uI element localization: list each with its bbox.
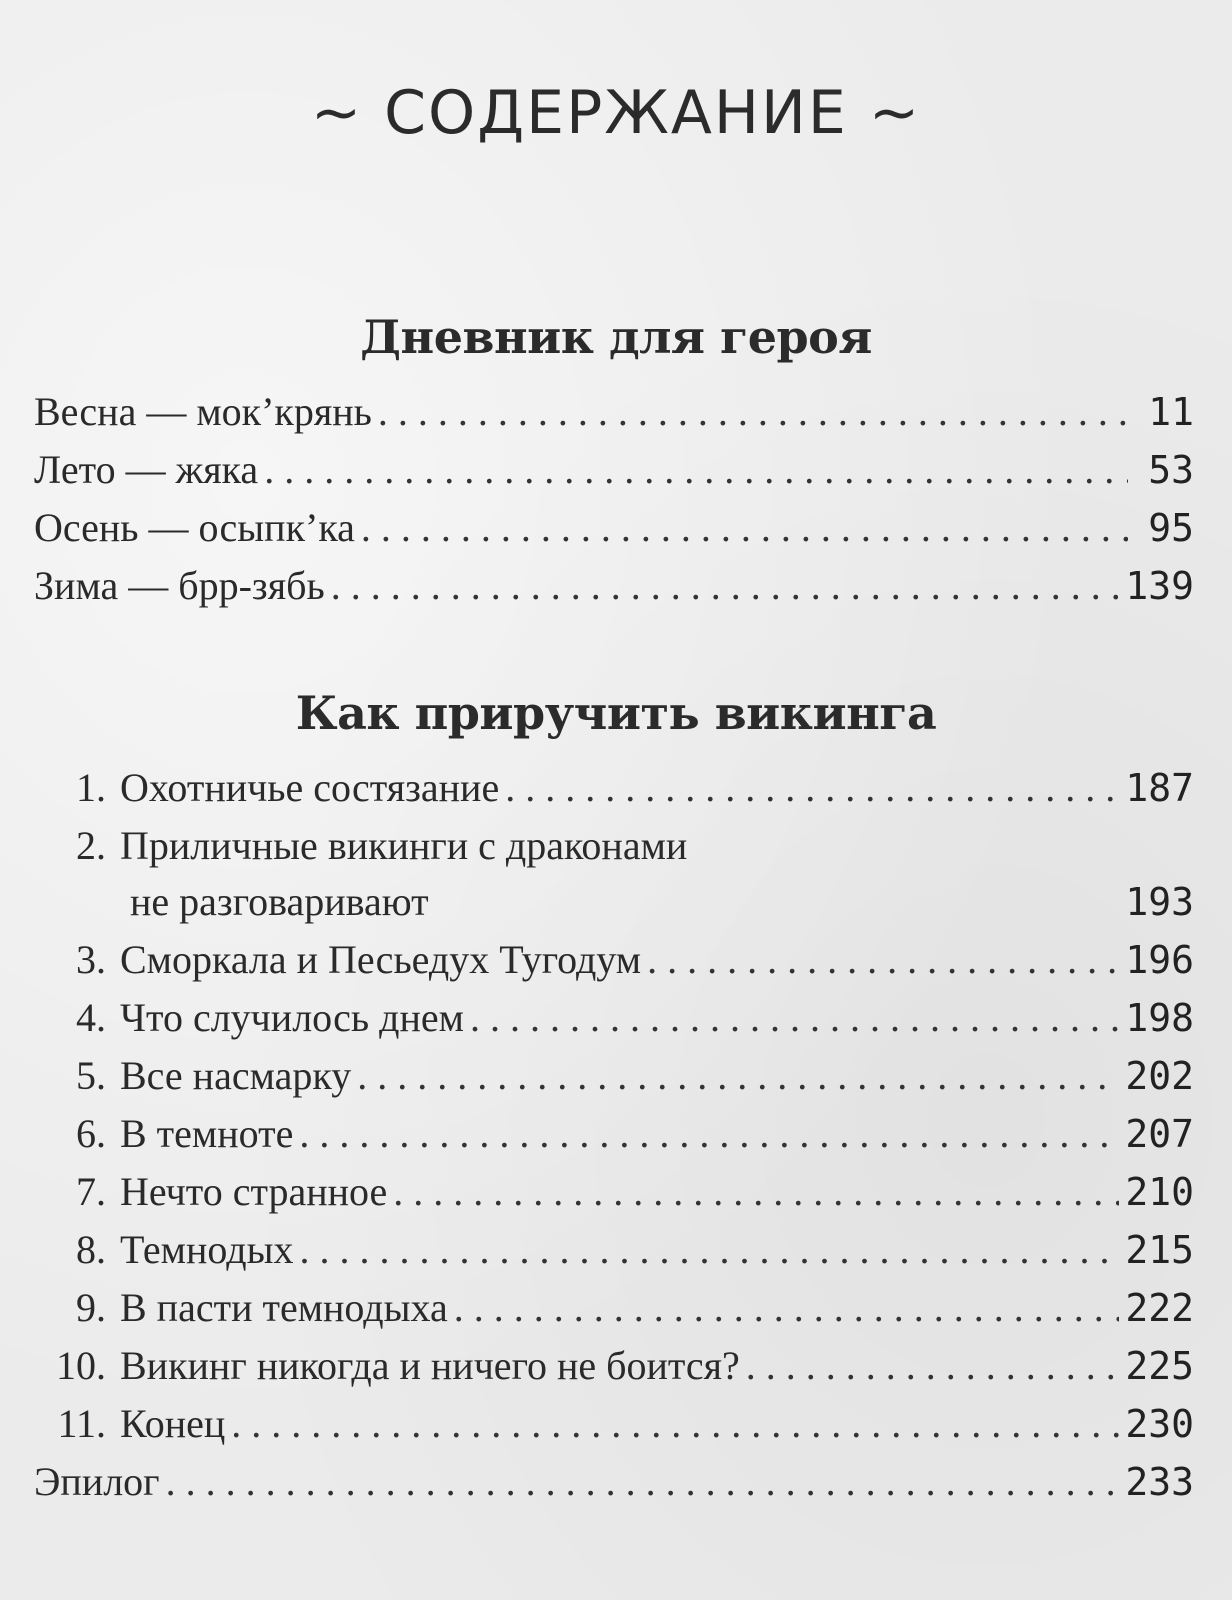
section-heading-how-to-train-viking: Как приручить викинга bbox=[295, 686, 937, 740]
entry-page-number: 198 bbox=[1125, 996, 1194, 1040]
entry-page-number: 139 bbox=[1125, 564, 1194, 608]
entry-number: 3. bbox=[76, 937, 106, 982]
entry-page-number: 193 bbox=[1125, 880, 1194, 924]
dot-leader bbox=[264, 446, 1128, 494]
section-heading-hero-diary: Дневник для героя bbox=[360, 310, 872, 364]
dot-leader bbox=[454, 1284, 1120, 1332]
dot-leader bbox=[393, 1168, 1119, 1216]
entry-page-number: 230 bbox=[1125, 1402, 1194, 1446]
entry-page-number: 207 bbox=[1125, 1112, 1194, 1156]
dot-leader bbox=[299, 1110, 1119, 1158]
toc-entry bbox=[34, 1342, 1194, 1390]
entry-page-number: 11 bbox=[1148, 390, 1194, 434]
entry-page-number: 187 bbox=[1125, 766, 1194, 810]
entry-label: Лето — жяка bbox=[34, 447, 259, 492]
entry-label-continued: не разговаривают bbox=[130, 879, 429, 924]
entry-label: Зима — брр-зябь bbox=[34, 563, 325, 608]
toc-entry bbox=[34, 562, 1194, 610]
dot-leader bbox=[378, 388, 1128, 436]
entry-label: Конец bbox=[120, 1401, 226, 1446]
page-title: ~ СОДЕРЖАНИЕ ~ bbox=[310, 78, 922, 148]
entry-number: 2. bbox=[76, 823, 106, 868]
dot-leader bbox=[299, 1226, 1119, 1274]
toc-entry bbox=[34, 1168, 1194, 1216]
toc-entry bbox=[34, 1226, 1194, 1274]
toc-entry bbox=[34, 764, 1194, 812]
entry-label: Осень — осыпк’ка bbox=[34, 505, 355, 550]
entry-page-number: 196 bbox=[1125, 938, 1194, 982]
dot-leader bbox=[166, 1458, 1120, 1506]
entry-page-number: 222 bbox=[1125, 1286, 1194, 1330]
toc-entry bbox=[34, 1284, 1194, 1332]
entry-label: Викинг никогда и ничего не боится? bbox=[120, 1343, 740, 1388]
toc-entry bbox=[34, 1052, 1194, 1100]
toc-entry bbox=[34, 504, 1194, 552]
toc-entry bbox=[34, 822, 1194, 870]
dot-leader bbox=[746, 1342, 1120, 1390]
entry-label: Приличные викинги с драконами bbox=[120, 823, 688, 868]
toc-entry-epilogue bbox=[34, 1458, 1194, 1506]
entry-number: 7. bbox=[76, 1169, 106, 1214]
entry-number: 11. bbox=[57, 1401, 106, 1446]
entry-label: Охотничье состязание bbox=[120, 765, 500, 810]
entry-page-number: 233 bbox=[1125, 1460, 1194, 1504]
dot-leader bbox=[361, 504, 1128, 552]
entry-page-number: 215 bbox=[1125, 1228, 1194, 1272]
toc-entry bbox=[34, 1110, 1194, 1158]
entry-label: Нечто странное bbox=[120, 1169, 388, 1214]
toc-entry bbox=[34, 388, 1194, 436]
entry-number: 10. bbox=[56, 1343, 106, 1388]
entry-label: Все насмарку bbox=[120, 1053, 352, 1098]
entry-label: Весна — мок’крянь bbox=[34, 389, 372, 434]
entry-number: 9. bbox=[76, 1285, 106, 1330]
toc-entry bbox=[34, 994, 1194, 1042]
entry-number: 4. bbox=[76, 995, 106, 1040]
entry-label: Что случилось днем bbox=[120, 995, 464, 1040]
toc-entry-continuation bbox=[34, 878, 1194, 926]
entry-page-number: 225 bbox=[1125, 1344, 1194, 1388]
toc-entry bbox=[34, 1400, 1194, 1448]
toc-entry bbox=[34, 446, 1194, 494]
entry-number: 1. bbox=[76, 765, 106, 810]
entry-label: Сморкала и Песьедух Тугодум bbox=[120, 937, 642, 982]
entry-label: В пасти темнодыха bbox=[120, 1285, 448, 1330]
entry-page-number: 202 bbox=[1125, 1054, 1194, 1098]
dot-leader bbox=[505, 764, 1119, 812]
dot-leader bbox=[357, 1052, 1119, 1100]
entry-page-number: 95 bbox=[1148, 506, 1194, 550]
dot-leader bbox=[647, 936, 1119, 984]
entry-label: Темнодых bbox=[120, 1227, 294, 1272]
dot-leader bbox=[331, 562, 1120, 610]
entry-label: Эпилог bbox=[34, 1459, 160, 1504]
dot-leader bbox=[231, 1400, 1119, 1448]
toc-entry bbox=[34, 936, 1194, 984]
entry-label: В темноте bbox=[120, 1111, 294, 1156]
dot-leader bbox=[470, 994, 1119, 1042]
entry-number: 5. bbox=[76, 1053, 106, 1098]
entry-number: 8. bbox=[76, 1227, 106, 1272]
entry-page-number: 53 bbox=[1148, 448, 1194, 492]
entry-page-number: 210 bbox=[1125, 1170, 1194, 1214]
entry-number: 6. bbox=[76, 1111, 106, 1156]
